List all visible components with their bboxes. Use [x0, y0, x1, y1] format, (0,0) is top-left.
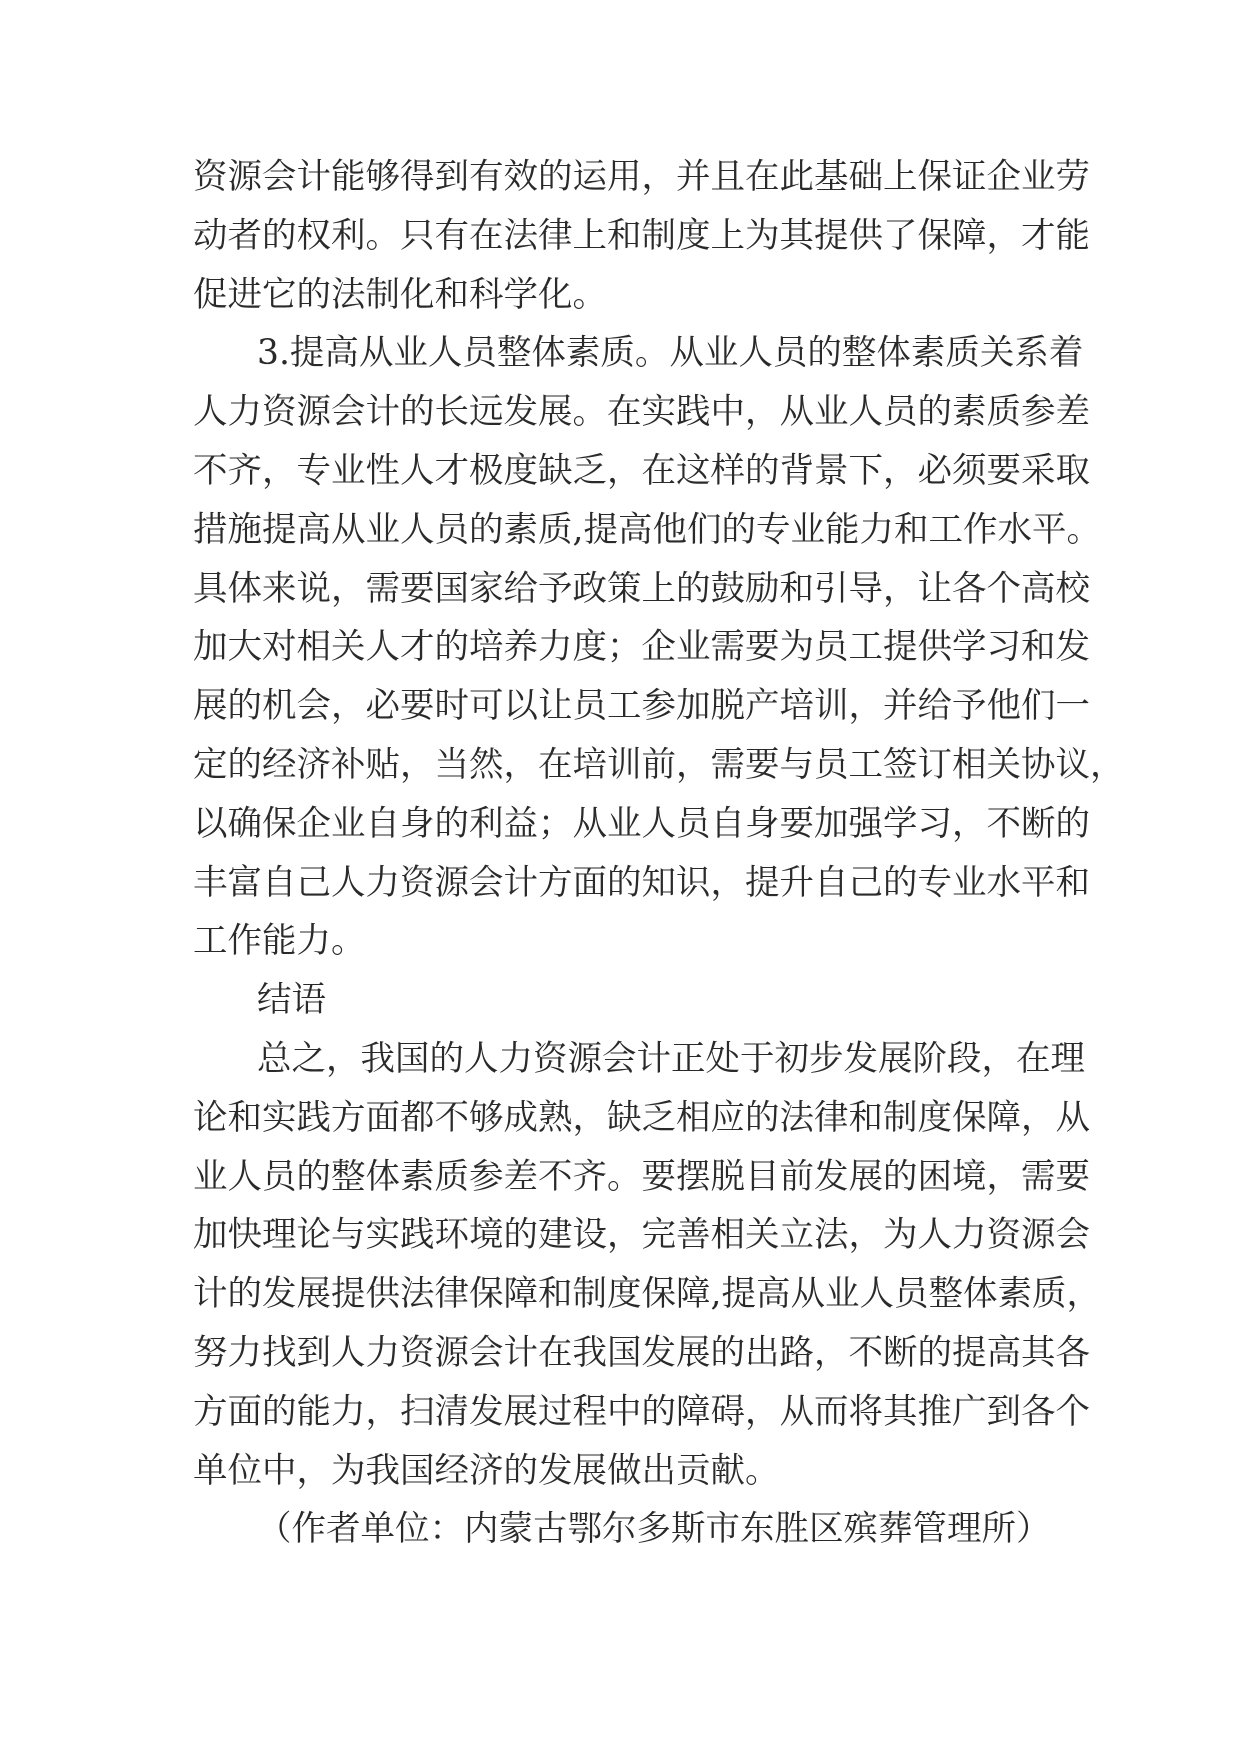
text-line: 努力找到人力资源会计在我国发展的出路，不断的提高其各	[193, 1332, 1090, 1373]
text-line: 业人员的整体素质参差不齐。要摆脱目前发展的困境，需要	[193, 1156, 1090, 1197]
text-line: 计的发展提供法律保障和制度保障,提高从业人员整体素质，	[193, 1274, 1101, 1315]
text-line: 人力资源会计的长远发展。在实践中，从业人员的素质参差	[193, 392, 1090, 433]
text-line: 动者的权利。只有在法律上和制度上为其提供了保障，才能	[193, 215, 1090, 256]
text-line: 展的机会，必要时可以让员工参加脱产培训，并给予他们一	[193, 686, 1090, 727]
document-page	[193, 148, 1125, 1559]
text-line: 具体来说，需要国家给予政策上的鼓励和引导，让各个高校	[193, 568, 1090, 609]
text-line: 以确保企业自身的利益；从业人员自身要加强学习，不断的	[193, 803, 1090, 844]
text-line: 丰富自己人力资源会计方面的知识，提升自己的专业水平和	[193, 862, 1090, 903]
section-heading: 结语	[257, 980, 326, 1021]
text-line: 论和实践方面都不够成熟，缺乏相应的法律和制度保障，从	[193, 1097, 1090, 1138]
text-line: 单位中，为我国经济的发展做出贡献。	[193, 1450, 780, 1491]
text-line: 3.提高从业人员整体素质。从业人员的整体素质关系着	[257, 333, 1084, 374]
text-line: 定的经济补贴，当然，在培训前，需要与员工签订相关协议，	[193, 744, 1125, 785]
text-line: 方面的能力，扫清发展过程中的障碍，从而将其推广到各个	[193, 1391, 1090, 1432]
text-line: 措施提高从业人员的素质,提高他们的专业能力和工作水平。	[193, 509, 1101, 550]
author-affiliation-line: （作者单位：内蒙古鄂尔多斯市东胜区殡葬管理所）	[257, 1509, 1051, 1550]
text-line: 加大对相关人才的培养力度；企业需要为员工提供学习和发	[193, 627, 1090, 668]
paragraph-continuation	[193, 148, 1090, 324]
paragraph-conclusion	[193, 1030, 1101, 1500]
text-line: 加快理论与实践环境的建设，完善相关立法，为人力资源会	[193, 1215, 1090, 1256]
section-heading-conclusion	[193, 971, 1056, 1030]
text-line: 资源会计能够得到有效的运用，并且在此基础上保证企业劳	[193, 157, 1090, 197]
text-line: 不齐，专业性人才极度缺乏，在这样的背景下，必须要采取	[193, 450, 1090, 491]
text-line: 总之，我国的人力资源会计正处于初步发展阶段，在理	[257, 1038, 1085, 1079]
text-line: 工作能力。	[193, 921, 366, 962]
author-affiliation	[193, 1500, 1056, 1559]
paragraph-improve-quality	[193, 324, 1125, 971]
text-line: 促进它的法制化和科学化。	[193, 274, 607, 315]
